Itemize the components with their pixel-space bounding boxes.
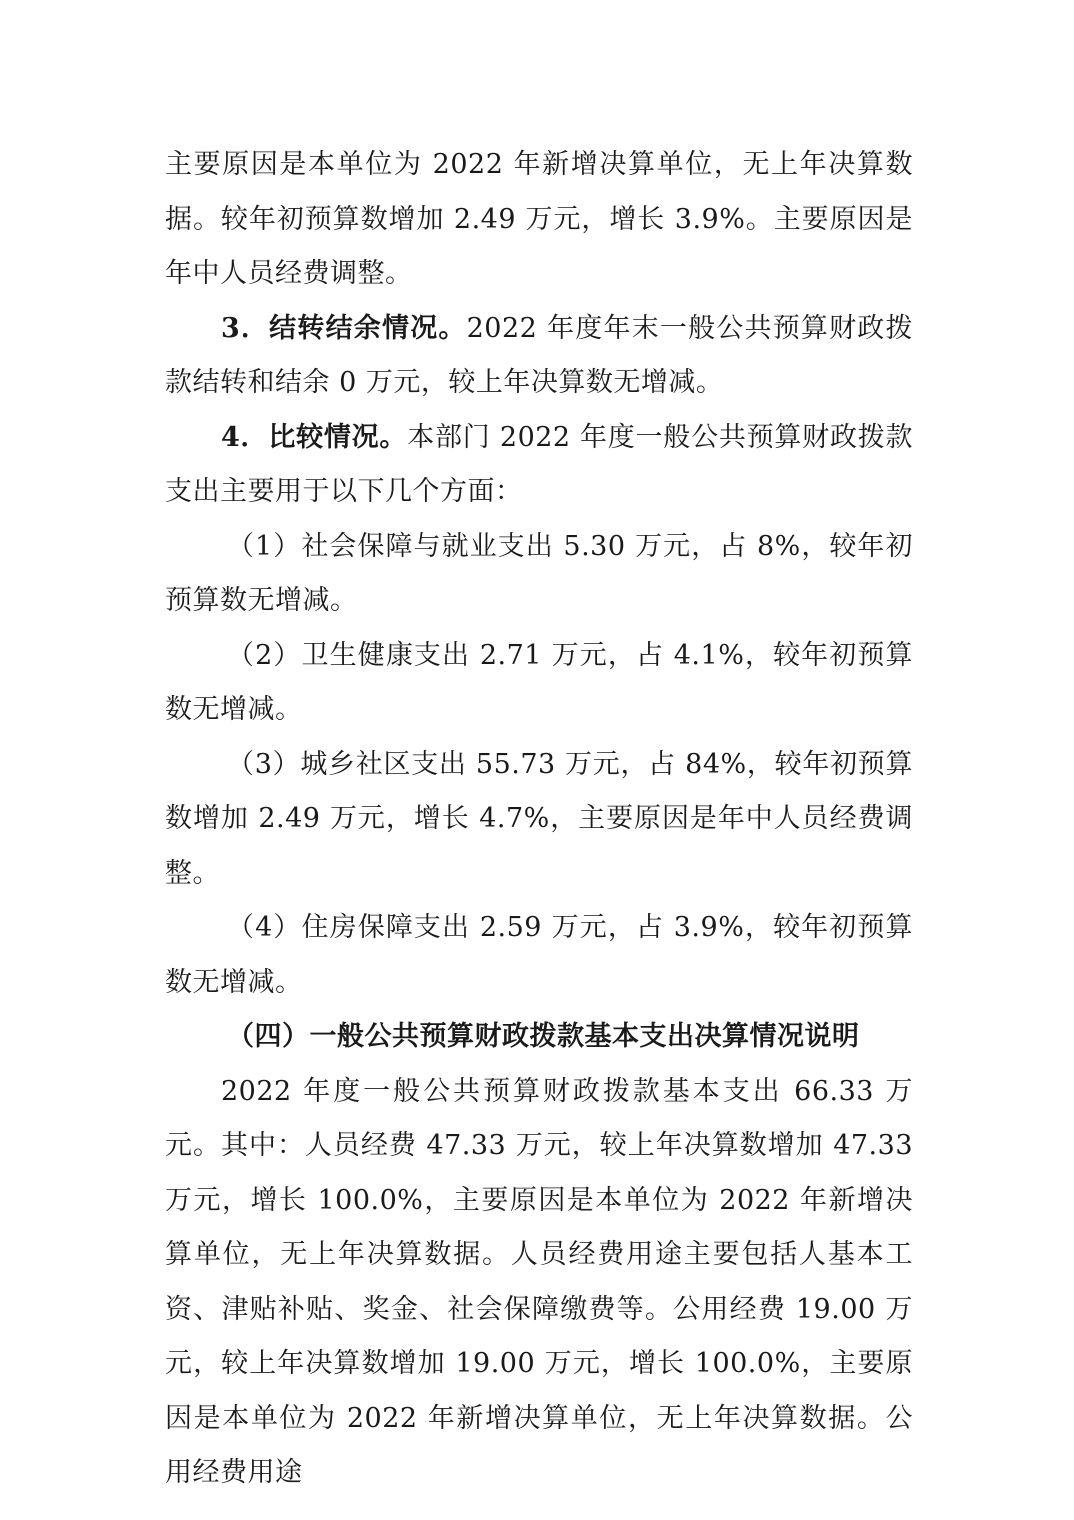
list-item-health: （2）卫生健康支出 2.71 万元，占 4.1%，较年初预算数无增减。 xyxy=(165,639,913,725)
carryover-body: 2022 年度年末一般公共预算财政拨款结转和结余 0 万元，较上年决算数无增减。 xyxy=(165,312,913,398)
list-item-housing: （4）住房保障支出 2.59 万元，占 3.9%，较年初预算数无增减。 xyxy=(165,912,913,998)
comparison-heading: 4．比较情况。 xyxy=(221,421,408,453)
paragraph-basic-expenditure: 2022 年度一般公共预算财政拨款基本支出 66.33 万元。其中：人员经费 47.33 万元，较上年决算数增加 47.33 万元，增长 100.0%，主要原因是本单位为 2022 年新增决算单位，无上年决算数据。人员经费用途主要包括人基本工资、津贴补贴、奖金、社会保障缴费等。公用经费 19.00 万元，较上年决算数增加 19.00 万元，增长 100.0%，主要原因是本单位为 2022 年新增决算单位，无上年决算数据。公用经费用途 xyxy=(165,1075,913,1488)
paragraph-carryover-balance xyxy=(165,302,913,411)
paragraph-continuation: 主要原因是本单位为 2022 年新增决算单位，无上年决算数据。较年初预算数增加 2.49 万元，增长 3.9%。主要原因是年中人员经费调整。 xyxy=(165,149,913,289)
paragraph-comparison xyxy=(165,411,913,520)
list-item-social-security: （1）社会保障与就业支出 5.30 万元，占 8%，较年初预算数无增减。 xyxy=(165,530,913,616)
document-page xyxy=(165,138,913,1501)
section-heading: （四）一般公共预算财政拨款基本支出决算情况说明 xyxy=(227,1021,860,1052)
carryover-heading: 3．结转结余情况。 xyxy=(221,312,467,344)
comparison-body: 本部门 2022 年度一般公共预算财政拨款支出主要用于以下几个方面： xyxy=(165,421,913,507)
list-item-urban-rural: （3）城乡社区支出 55.73 万元，占 84%，较年初预算数增加 2.49 万元，增长 4.7%，主要原因是年中人员经费调整。 xyxy=(165,748,913,889)
